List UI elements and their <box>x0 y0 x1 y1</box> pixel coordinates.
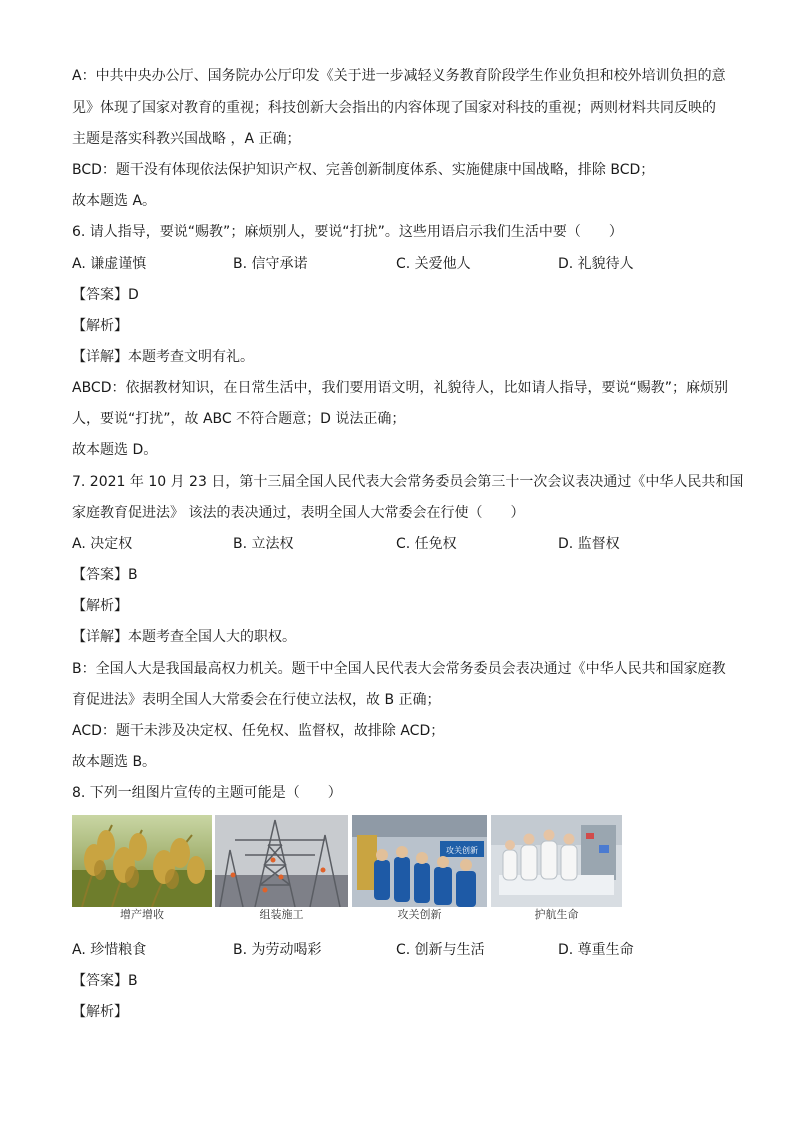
q7-acd: ACD：题干未涉及决定权、任免权、监督权，故排除 ACD； <box>72 723 445 739</box>
caption-medical: 护航生命 <box>534 908 579 921</box>
q6-answer: 【答案】D <box>72 287 139 303</box>
q8-option-a: A. 珍惜粮食 <box>72 942 147 958</box>
q6-option-c: C. 关爱他人 <box>396 256 471 272</box>
q7-detail: 【详解】本题考查全国人大的职权。 <box>72 629 296 645</box>
q6-option-b: B. 信守承诺 <box>233 256 308 272</box>
caption-workers: 攻关创新 <box>397 908 442 921</box>
rice-photo <box>72 815 212 907</box>
q8-answer: 【答案】B <box>72 973 138 989</box>
q7-b-line1: B：全国人大是我国最高权力机关。题干中全国人民代表大会常务委员会表决通过《中华人民共和国家庭教 <box>72 661 726 677</box>
workers-illustration <box>352 815 487 907</box>
q7-option-c: C. 任免权 <box>396 536 457 552</box>
workers-photo <box>352 815 487 907</box>
q5-explain-a-line3: 主题是落实科教兴国战略 ，A 正确； <box>72 131 301 147</box>
q6-conclusion: 故本题选 D。 <box>72 442 158 458</box>
tower-illustration <box>215 815 348 907</box>
q6-question: 6. 请人指导，要说“赐教”；麻烦别人，要说“打扰”。这些用语启示我们生活中要（ ） <box>72 224 623 240</box>
q6-detail: 【详解】本题考查文明有礼。 <box>72 349 254 365</box>
q6-analysis: 【解析】 <box>72 318 128 334</box>
q7-option-a: A. 决定权 <box>72 536 133 552</box>
rice-illustration <box>72 815 212 907</box>
q6-option-a: A. 谦虚谨慎 <box>72 256 147 272</box>
q7-options <box>72 535 722 553</box>
caption-tower: 组装施工 <box>259 908 304 921</box>
q8-option-b: B. 为劳动喝彩 <box>233 942 322 958</box>
q5-explain-bcd: BCD：题干没有体现依法保护知识产权、完善创新制度体系、实施健康中国战略，排除 BCD； <box>72 162 655 178</box>
medical-photo <box>491 815 622 907</box>
caption-rice: 增产增收 <box>120 908 164 921</box>
q7-question-line1: 7. 2021 年 10 月 23 日，第十三届全国人民代表大会常务委员会第三十一次会议表决通过《中华人民共和国 <box>72 474 744 490</box>
q6-abcd-line1: ABCD：依据教材知识，在日常生活中，我们要用语文明，礼貌待人，比如请人指导，要说“赐教”；麻烦别 <box>72 380 728 396</box>
q8-option-c: C. 创新与生活 <box>396 942 485 958</box>
q6-abcd-line2: 人，要说“打扰”，故 ABC 不符合题意；D 说法正确； <box>72 411 406 427</box>
medical-illustration <box>491 815 622 907</box>
q6-option-d: D. 礼貌待人 <box>558 256 634 272</box>
q7-answer: 【答案】B <box>72 567 138 583</box>
q7-b-line2: 育促进法》表明全国人大常委会在行使立法权，故 B 正确； <box>72 692 441 708</box>
q7-option-d: D. 监督权 <box>558 536 620 552</box>
q7-conclusion: 故本题选 B。 <box>72 754 157 770</box>
q7-question-line2: 家庭教育促进法》 该法的表决通过，表明全国人大常委会在行使（ ） <box>72 505 525 521</box>
q6-options <box>72 255 722 273</box>
tower-photo <box>215 815 348 907</box>
q8-question: 8. 下列一组图片宣传的主题可能是（ ） <box>72 785 342 801</box>
q5-explain-a-line2: 见》体现了国家对教育的重视；科技创新大会指出的内容体现了国家对科技的重视；两则材料共同反映的 <box>72 100 716 116</box>
q7-option-b: B. 立法权 <box>233 536 294 552</box>
q8-options <box>72 941 722 959</box>
q5-conclusion: 故本题选 A。 <box>72 193 157 209</box>
q8-option-d: D. 尊重生命 <box>558 942 634 958</box>
q7-analysis: 【解析】 <box>72 598 128 614</box>
q8-analysis: 【解析】 <box>72 1004 128 1020</box>
banner-text: 攻关创新 <box>446 846 478 855</box>
q5-explain-a-line1: A：中共中央办公厅、国务院办公厅印发《关于进一步减轻义务教育阶段学生作业负担和校外培训负担的意 <box>72 68 726 84</box>
